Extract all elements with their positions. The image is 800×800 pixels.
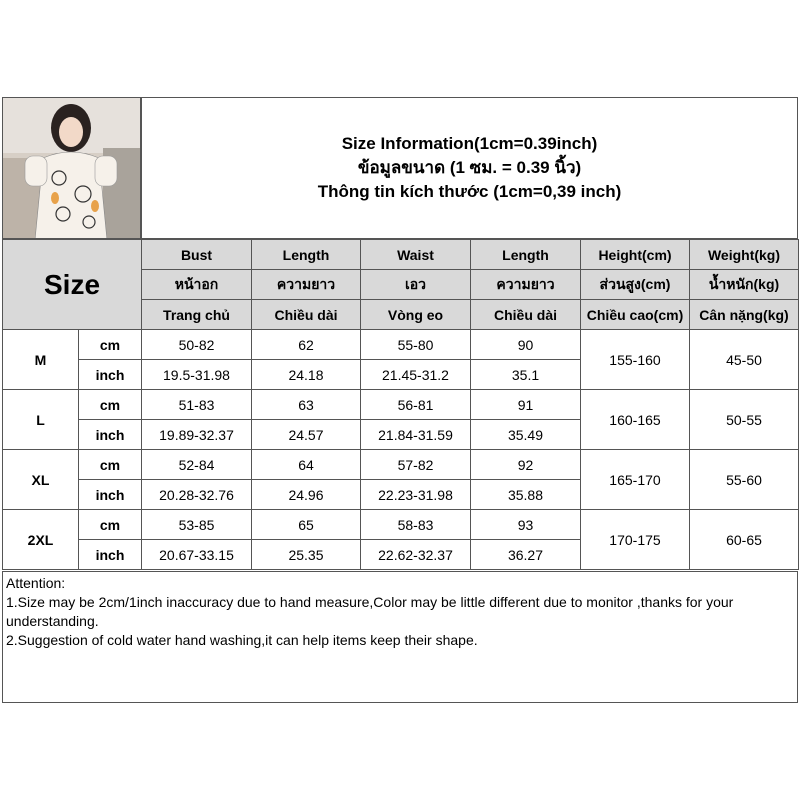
- height-cell: 155-160: [581, 330, 690, 390]
- unit-label: inch: [79, 420, 142, 450]
- table-cell: 35.49: [471, 420, 581, 450]
- table-cell: 65: [252, 510, 361, 540]
- height-cell: 170-175: [581, 510, 690, 570]
- table-cell: 20.67-33.15: [142, 540, 252, 570]
- col-header: Bust: [142, 240, 252, 270]
- table-cell: 93: [471, 510, 581, 540]
- col-header-th: ความยาว: [252, 270, 361, 300]
- col-header-th: เอว: [361, 270, 471, 300]
- table-cell: 51-83: [142, 390, 252, 420]
- col-header-vi: Trang chủ: [142, 300, 252, 330]
- height-cell: 165-170: [581, 450, 690, 510]
- unit-label: cm: [79, 330, 142, 360]
- col-header: Weight(kg): [690, 240, 799, 270]
- header-vietnamese: Thông tin kích thước (1cm=0,39 inch): [317, 182, 622, 201]
- header-row-en: [3, 240, 799, 270]
- col-header: Waist: [361, 240, 471, 270]
- weight-cell: 60-65: [690, 510, 799, 570]
- table-cell: 64: [252, 450, 361, 480]
- product-photo: [2, 97, 141, 239]
- unit-label: inch: [79, 540, 142, 570]
- table-cell: 36.27: [471, 540, 581, 570]
- table-cell: 35.88: [471, 480, 581, 510]
- col-header-th: ความยาว: [471, 270, 581, 300]
- col-header-vi: Chiều dài: [252, 300, 361, 330]
- table-cell: 52-84: [142, 450, 252, 480]
- table-cell: 24.96: [252, 480, 361, 510]
- table-cell: 53-85: [142, 510, 252, 540]
- height-cell: 160-165: [581, 390, 690, 450]
- col-header-vi: Chiều cao(cm): [581, 300, 690, 330]
- table-row: [3, 390, 799, 420]
- table-cell: 63: [252, 390, 361, 420]
- col-header-vi: Chiều dài: [471, 300, 581, 330]
- size-label: 2XL: [3, 510, 79, 570]
- col-header: Length: [252, 240, 361, 270]
- col-header-th: น้ำหนัก(kg): [690, 270, 799, 300]
- col-header-vi: Cân nặng(kg): [690, 300, 799, 330]
- attention-note-2: 2.Suggestion of cold water hand washing,it can help items keep their shape.: [6, 632, 478, 648]
- table-cell: 21.45-31.2: [361, 360, 471, 390]
- size-info-header: [141, 97, 798, 239]
- size-label: L: [3, 390, 79, 450]
- size-heading: Size: [3, 240, 142, 330]
- table-cell: 62: [252, 330, 361, 360]
- col-header-th: ส่วนสูง(cm): [581, 270, 690, 300]
- pajama-model-image: [3, 98, 141, 239]
- table-cell: 35.1: [471, 360, 581, 390]
- table-cell: 24.18: [252, 360, 361, 390]
- unit-label: cm: [79, 510, 142, 540]
- table-cell: 92: [471, 450, 581, 480]
- size-label: M: [3, 330, 79, 390]
- weight-cell: 55-60: [690, 450, 799, 510]
- table-cell: 57-82: [361, 450, 471, 480]
- unit-label: inch: [79, 360, 142, 390]
- weight-cell: 45-50: [690, 330, 799, 390]
- attention-title: Attention:: [6, 575, 66, 591]
- table-cell: 22.23-31.98: [361, 480, 471, 510]
- table-row: [3, 510, 799, 540]
- table-cell: 19.5-31.98: [142, 360, 252, 390]
- col-header: Length: [471, 240, 581, 270]
- table-cell: 91: [471, 390, 581, 420]
- table-cell: 55-80: [361, 330, 471, 360]
- table-cell: 56-81: [361, 390, 471, 420]
- table-row: [3, 450, 799, 480]
- table-cell: 24.57: [252, 420, 361, 450]
- size-table: [2, 239, 799, 570]
- table-cell: 90: [471, 330, 581, 360]
- col-header: Height(cm): [581, 240, 690, 270]
- unit-label: cm: [79, 450, 142, 480]
- attention-note-1: 1.Size may be 2cm/1inch inaccuracy due to hand measure,Color may be little different due to monitor ,thanks for your understanding.: [6, 594, 734, 629]
- col-header-th: หน้าอก: [142, 270, 252, 300]
- table-cell: 19.89-32.37: [142, 420, 252, 450]
- unit-label: inch: [79, 480, 142, 510]
- table-cell: 25.35: [252, 540, 361, 570]
- weight-cell: 50-55: [690, 390, 799, 450]
- table-cell: 20.28-32.76: [142, 480, 252, 510]
- header-english: Size Information(1cm=0.39inch): [341, 134, 598, 153]
- size-label: XL: [3, 450, 79, 510]
- col-header-vi: Vòng eo: [361, 300, 471, 330]
- table-cell: 21.84-31.59: [361, 420, 471, 450]
- header-thai: ข้อมูลขนาด (1 ซม. = 0.39 นิ้ว): [357, 158, 582, 177]
- attention-box: [2, 571, 798, 703]
- table-cell: 50-82: [142, 330, 252, 360]
- unit-label: cm: [79, 390, 142, 420]
- table-cell: 22.62-32.37: [361, 540, 471, 570]
- table-cell: 58-83: [361, 510, 471, 540]
- table-row: [3, 330, 799, 360]
